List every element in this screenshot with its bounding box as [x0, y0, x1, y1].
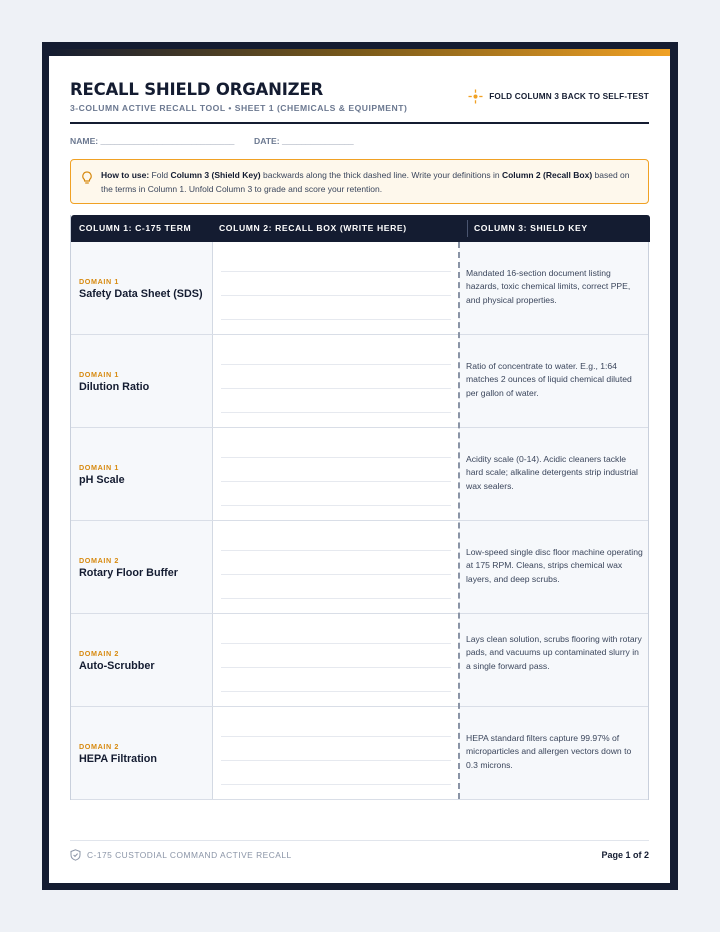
term-cell [71, 521, 213, 613]
column-header-recall: COLUMN 2: RECALL BOX (WRITE HERE) [219, 223, 407, 233]
key-definition: Ratio of concentrate to water. E.g., 1:64 matches 2 ounces of liquid chemical diluted per gallon of water. [466, 361, 632, 398]
term-label: Auto-Scrubber [79, 660, 155, 672]
key-cell [459, 614, 648, 706]
key-cell [459, 242, 648, 334]
table-row [71, 614, 648, 707]
footer-divider [70, 840, 649, 841]
domain-label: DOMAIN 2 [79, 649, 119, 658]
domain-label: DOMAIN 2 [79, 556, 119, 565]
crosshair-icon [468, 89, 483, 104]
fold-line [458, 242, 460, 799]
term-label: Safety Data Sheet (SDS) [79, 288, 203, 300]
table-row [71, 335, 648, 428]
key-definition: Low-speed single disc floor machine operating at 175 RPM. Cleans, strips chemical wax layers, and deep scrubs. [466, 547, 643, 584]
key-definition: Acidity scale (0-14). Acidic cleaners tackle hard scale; alkaline detergents strip industrial wax sealers. [466, 454, 638, 491]
page-subtitle: 3-COLUMN ACTIVE RECALL TOOL • SHEET 1 (CHEMICALS & EQUIPMENT) [70, 103, 408, 113]
worksheet [49, 49, 670, 883]
recall-box[interactable] [213, 428, 459, 520]
key-cell [459, 428, 648, 520]
date-field[interactable]: DATE: _______________ [254, 136, 354, 146]
column-header-term: COLUMN 1: C-175 TERM [79, 223, 192, 233]
recall-box[interactable] [213, 242, 459, 334]
accent-bar [49, 49, 670, 56]
key-definition: HEPA standard filters capture 99.97% of microparticles and allergen vectors down to 0.3 microns. [466, 733, 632, 770]
key-definition: Mandated 16-section document listing hazards, toxic chemical limits, correct PPE, and physical properties. [466, 268, 631, 305]
term-cell [71, 335, 213, 427]
name-date-row [70, 136, 354, 146]
table-header [71, 215, 650, 242]
footer-brand [70, 849, 292, 861]
key-cell [459, 335, 648, 427]
key-definition: Lays clean solution, scrubs flooring with rotary pads, and vacuums up contaminated slurry in a single forward pass. [466, 634, 642, 671]
instructions-box [70, 159, 649, 204]
table-row [71, 707, 648, 800]
recall-box[interactable] [213, 521, 459, 613]
term-label: HEPA Filtration [79, 753, 157, 765]
domain-label: DOMAIN 1 [79, 370, 119, 379]
recall-box[interactable] [213, 614, 459, 706]
fold-note-text: FOLD COLUMN 3 BACK TO SELF-TEST [489, 92, 649, 101]
key-cell [459, 707, 648, 799]
term-cell [71, 614, 213, 706]
shield-icon [70, 849, 81, 861]
term-label: Rotary Floor Buffer [79, 567, 178, 579]
page-number: Page 1 of 2 [601, 850, 649, 860]
header-separator [467, 220, 468, 237]
column-header-key: COLUMN 3: SHIELD KEY [474, 223, 588, 233]
key-cell [459, 521, 648, 613]
domain-label: DOMAIN 2 [79, 742, 119, 751]
recall-box[interactable] [213, 335, 459, 427]
table-row [71, 242, 648, 335]
term-cell [71, 707, 213, 799]
recall-table [70, 215, 649, 800]
instructions-text: How to use: Fold Column 3 (Shield Key) backwards along the thick dashed line. Write your definitions in Column 2 (Recall Box) based on the terms in Column 1. Unfold Column 3 to grade and score your retention. [101, 170, 630, 194]
name-field[interactable]: NAME: ____________________________ [70, 136, 235, 146]
header-divider [70, 122, 649, 124]
fold-instruction [468, 89, 649, 104]
footer-text: C-175 CUSTODIAL COMMAND ACTIVE RECALL [87, 850, 292, 860]
domain-label: DOMAIN 1 [79, 277, 119, 286]
term-cell [71, 242, 213, 334]
table-row [71, 521, 648, 614]
page-title: RECALL SHIELD ORGANIZER [70, 80, 324, 99]
domain-label: DOMAIN 1 [79, 463, 119, 472]
table-row [71, 428, 648, 521]
term-label: pH Scale [79, 474, 125, 486]
recall-box[interactable] [213, 707, 459, 799]
term-label: Dilution Ratio [79, 381, 150, 393]
term-cell [71, 428, 213, 520]
lightbulb-icon [81, 171, 93, 185]
